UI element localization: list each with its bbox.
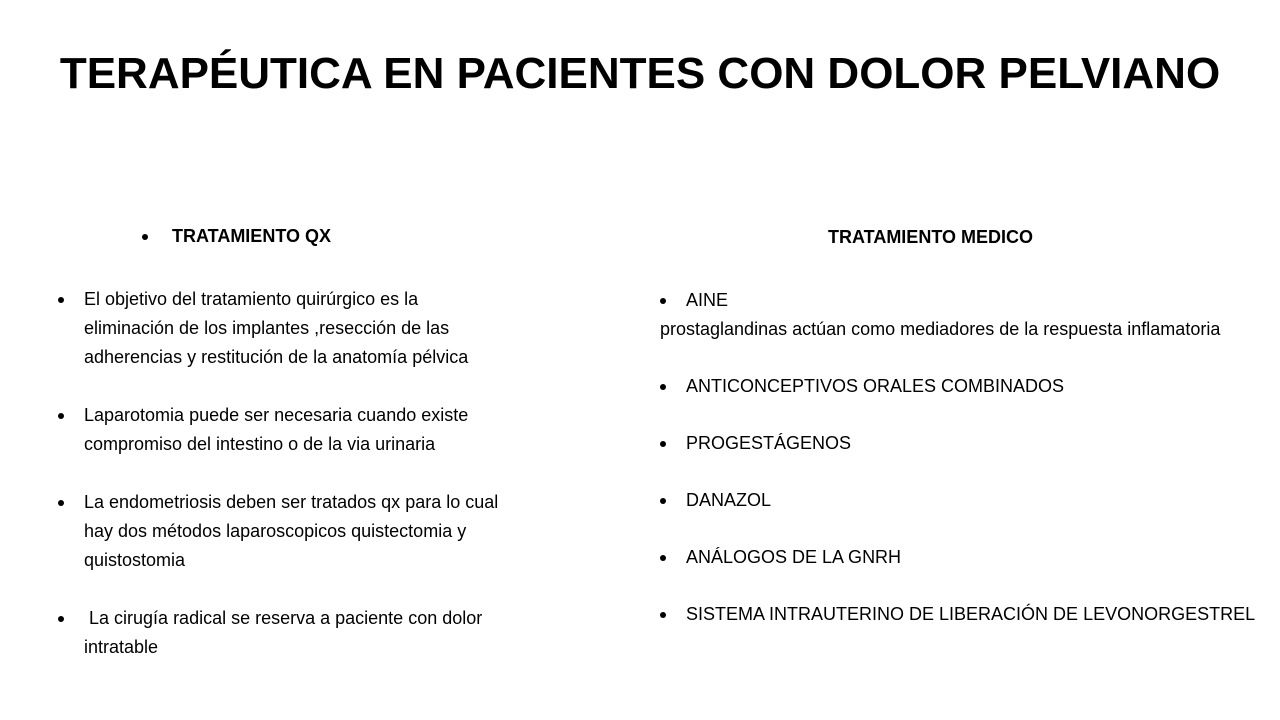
bullet-icon	[660, 384, 666, 390]
bullet-icon	[660, 498, 666, 504]
bullet-icon	[58, 500, 64, 506]
list-item: La endometriosis deben ser tratados qx para lo cual hay dos métodos laparoscopicos quistectomia y quistostomia	[58, 488, 508, 575]
bullet-icon	[660, 555, 666, 561]
list-item: ANTICONCEPTIVOS ORALES COMBINADOS	[660, 372, 1260, 401]
medical-treatment-column	[660, 222, 1260, 629]
list-item: SISTEMA INTRAUTERINO DE LIBERACIÓN DE LEVONORGESTREL	[660, 600, 1260, 629]
bullet-icon	[142, 234, 148, 240]
list-item: La cirugía radical se reserva a paciente con dolor intratable	[58, 604, 508, 662]
list-item: DANAZOL	[660, 486, 1260, 515]
bullet-icon	[58, 413, 64, 419]
bullet-icon	[660, 298, 666, 304]
surgical-treatment-heading: TRATAMIENTO QX	[142, 222, 508, 251]
bullet-icon	[660, 612, 666, 618]
list-item: PROGESTÁGENOS	[660, 429, 1260, 458]
bullet-icon	[58, 297, 64, 303]
list-item: AINE	[660, 286, 1260, 315]
list-item: ANÁLOGOS DE LA GNRH	[660, 543, 1260, 572]
bullet-icon	[58, 616, 64, 622]
slide-title: TERAPÉUTICA EN PACIENTES CON DOLOR PELVIANO	[59, 49, 1221, 98]
list-item: El objetivo del tratamiento quirúrgico es la eliminación de los implantes ,resección de las adherencias y restitución de la anatomía pélvica	[58, 285, 508, 372]
surgical-treatment-column	[58, 222, 508, 662]
aine-description: prostaglandinas actúan como mediadores de la respuesta inflamatoria	[660, 319, 1221, 339]
list-item: Laparotomia puede ser necesaria cuando existe compromiso del intestino o de la via urinaria	[58, 401, 508, 459]
bullet-icon	[660, 441, 666, 447]
medical-treatment-heading: TRATAMIENTO MEDICO	[828, 227, 1033, 247]
